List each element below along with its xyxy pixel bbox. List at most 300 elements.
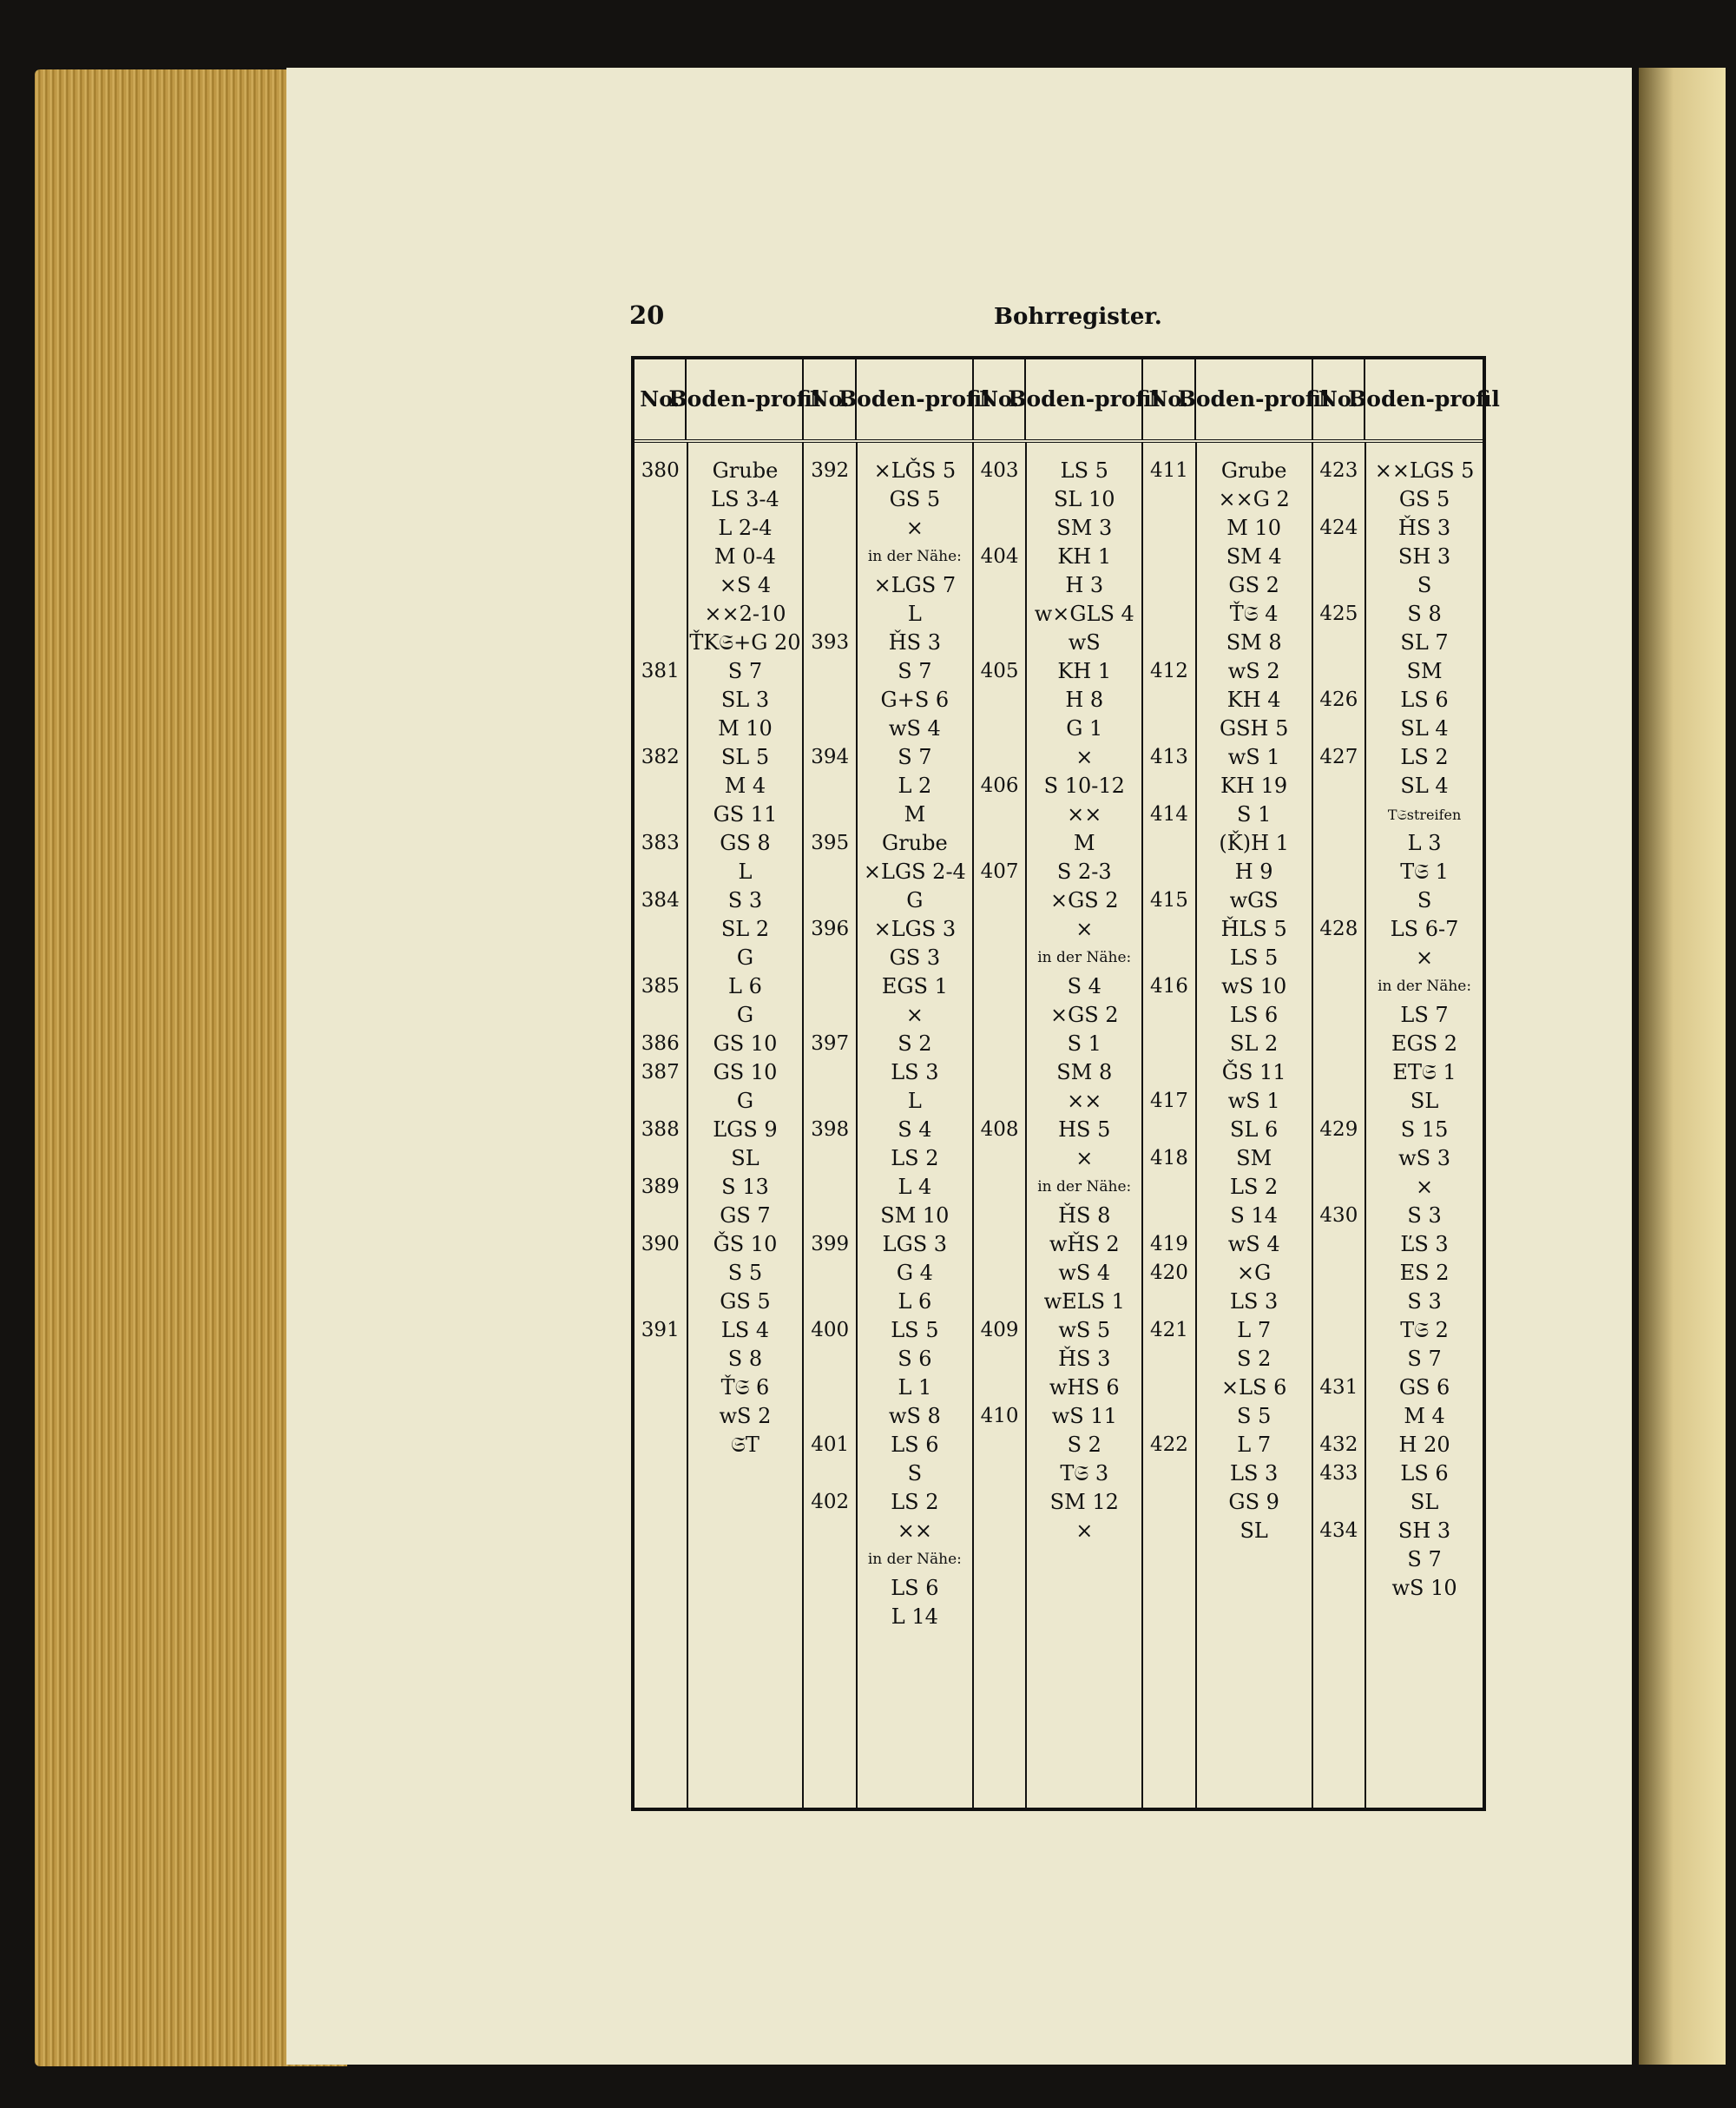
borehole-number <box>1313 1259 1365 1288</box>
borehole-number <box>1313 657 1365 686</box>
borehole-number <box>635 485 687 514</box>
borehole-number <box>804 1288 856 1316</box>
profile-entry: wGS <box>1229 888 1279 912</box>
profile-entry: KH 4 <box>1226 688 1281 712</box>
page-header <box>629 300 1506 335</box>
profile-entry: SM 10 <box>880 1203 950 1228</box>
profile-entry: LS 2 <box>1230 1175 1279 1199</box>
profile-entry: Grube <box>1220 458 1287 483</box>
profile-entry: GS 6 <box>1398 1375 1450 1400</box>
borehole-number <box>804 1517 856 1545</box>
borehole-number: 429 <box>1319 1118 1358 1141</box>
borehole-number <box>1313 629 1365 657</box>
profile-entry: SL 3 <box>720 688 770 712</box>
profile-entry: Ť𝔖 6 <box>720 1375 770 1400</box>
profile-entry: ȞLS 5 <box>1220 917 1287 941</box>
profile-entry: S 1 <box>1067 1031 1101 1056</box>
header-bodenprofil-line: profil <box>755 386 821 412</box>
profile-entry: S 3 <box>1407 1289 1442 1314</box>
column-no <box>1313 443 1367 1808</box>
borehole-number <box>974 1202 1026 1230</box>
borehole-number <box>1143 829 1195 858</box>
borehole-number <box>1313 543 1365 571</box>
profile-entry: S 4 <box>1067 974 1101 998</box>
borehole-number <box>635 686 687 715</box>
profile-entry: SM 8 <box>1056 1060 1113 1084</box>
borehole-number: 409 <box>980 1319 1019 1341</box>
borehole-number <box>1143 1202 1195 1230</box>
profile-entry: ××2-10 <box>704 602 786 626</box>
borehole-number <box>1143 514 1195 543</box>
borehole-number <box>1143 944 1195 972</box>
profile-entry: × <box>1075 745 1094 769</box>
profile-entry: G <box>736 1003 754 1027</box>
profile-entry: S <box>907 1461 923 1485</box>
borehole-number: 424 <box>1319 517 1358 539</box>
borehole-number <box>804 1402 856 1431</box>
profile-entry: S 8 <box>727 1347 763 1371</box>
profile-entry: GS 3 <box>889 945 941 970</box>
borehole-number <box>1313 1230 1365 1259</box>
borehole-number <box>804 1373 856 1402</box>
table-header-row <box>635 359 1500 443</box>
borehole-number <box>1143 858 1195 886</box>
borehole-number <box>1143 915 1195 944</box>
profile-entry: S 2-3 <box>1056 860 1112 884</box>
borehole-number <box>1313 886 1365 915</box>
profile-entry: S 15 <box>1400 1117 1449 1142</box>
borehole-number: 383 <box>641 832 680 854</box>
facing-page-edge <box>1639 68 1726 2065</box>
borehole-number <box>635 543 687 571</box>
header-bodenprofil <box>838 359 990 439</box>
borehole-number: 404 <box>980 545 1019 568</box>
profile-entry: LS 6 <box>891 1576 939 1600</box>
profile-entry: × <box>1075 1518 1094 1543</box>
borehole-number <box>635 1402 687 1431</box>
profile-entry: GS 8 <box>720 831 771 855</box>
borehole-number: 391 <box>641 1319 680 1341</box>
profile-entry: GS 11 <box>713 802 778 827</box>
borehole-number <box>1143 1459 1195 1488</box>
profile-entry: M 4 <box>1404 1404 1445 1428</box>
profile-entry: KH 19 <box>1220 774 1288 798</box>
borehole-number <box>1313 1545 1365 1574</box>
profile-entry: LS 6 <box>1400 1461 1449 1485</box>
borehole-number: 433 <box>1319 1462 1358 1485</box>
borehole-number <box>1313 800 1365 829</box>
profile-entry: S 7 <box>1407 1547 1442 1571</box>
borehole-number <box>635 1373 687 1402</box>
borehole-number <box>1143 1173 1195 1202</box>
profile-entry: T𝔖streifen <box>1387 807 1462 823</box>
profile-entry: w×GLS 4 <box>1034 602 1134 626</box>
profile-entry: ×G <box>1237 1261 1272 1285</box>
profile-entry: LS 4 <box>720 1318 770 1342</box>
profile-entry: × <box>1075 1146 1094 1170</box>
profile-entry: L 6 <box>898 1289 932 1314</box>
borehole-number <box>804 1144 856 1173</box>
borehole-number <box>635 858 687 886</box>
borehole-number <box>1143 543 1195 571</box>
profile-entry: L 7 <box>1237 1318 1272 1342</box>
profile-entry: wȞS 2 <box>1049 1232 1120 1256</box>
borehole-number <box>1143 686 1195 715</box>
borehole-number: 385 <box>641 975 680 998</box>
borehole-number: 394 <box>811 746 850 768</box>
header-bodenprofil-line: Boden- <box>1177 386 1265 412</box>
borehole-number <box>974 1173 1026 1202</box>
borehole-number <box>974 1373 1026 1402</box>
borehole-number <box>1143 600 1195 629</box>
profile-entry: M 4 <box>724 774 766 798</box>
profile-entry: EGS 1 <box>881 974 948 998</box>
borehole-number <box>1143 1488 1195 1517</box>
profile-entry: LS 3 <box>1230 1461 1279 1485</box>
profile-entry: LS 5 <box>891 1318 939 1342</box>
profile-entry: wS <box>1068 630 1101 655</box>
column-bodenprofil <box>1366 443 1483 1808</box>
header-bodenprofil-line: profil <box>1434 386 1500 412</box>
borehole-number <box>974 1144 1026 1173</box>
profile-entry: KH 1 <box>1057 544 1112 569</box>
profile-entry: × <box>1075 917 1094 941</box>
borehole-number <box>974 485 1026 514</box>
borehole-number <box>1313 715 1365 743</box>
profile-entry: ES 2 <box>1399 1261 1450 1285</box>
borehole-number <box>804 1345 856 1373</box>
borehole-number <box>635 629 687 657</box>
profile-entry: ET𝔖 1 <box>1392 1060 1457 1084</box>
profile-entry: HS 5 <box>1058 1117 1111 1142</box>
borehole-number <box>804 972 856 1001</box>
borehole-number <box>1313 858 1365 886</box>
borehole-number: 405 <box>980 660 1019 682</box>
profile-entry: ×× <box>1067 802 1102 827</box>
borehole-number <box>974 600 1026 629</box>
header-bodenprofil <box>1177 359 1330 439</box>
profile-entry: SL 6 <box>1230 1117 1279 1142</box>
profile-entry: S <box>1417 888 1432 912</box>
borehole-number <box>1313 1058 1365 1087</box>
borehole-number <box>974 743 1026 772</box>
borehole-number <box>635 800 687 829</box>
profile-entry: LS 2 <box>891 1146 939 1170</box>
profile-entry: G <box>906 888 924 912</box>
column-no <box>804 443 858 1808</box>
borehole-number <box>1143 1345 1195 1373</box>
header-bodenprofil <box>1348 359 1500 439</box>
column-bodenprofil <box>688 443 805 1808</box>
borehole-number: 388 <box>641 1118 680 1141</box>
borehole-number <box>804 1545 856 1574</box>
borehole-number: 421 <box>1150 1319 1188 1341</box>
profile-entry: S 5 <box>727 1261 763 1285</box>
profile-entry: S 5 <box>1237 1404 1272 1428</box>
profile-entry: × <box>1416 945 1434 970</box>
borehole-number: 390 <box>641 1233 680 1255</box>
profile-entry: LS 5 <box>1060 458 1108 483</box>
profile-entry: L <box>738 860 753 884</box>
borehole-number <box>804 944 856 972</box>
borehole-number: 402 <box>811 1491 850 1513</box>
borehole-number <box>804 543 856 571</box>
borehole-number: 384 <box>641 889 680 912</box>
profile-entry: T𝔖 3 <box>1060 1461 1109 1485</box>
profile-entry: S 7 <box>1407 1347 1442 1371</box>
profile-entry: LS 3 <box>1230 1289 1279 1314</box>
header-bodenprofil <box>668 359 821 439</box>
header-bodenprofil-line: profil <box>1095 386 1161 412</box>
borehole-number <box>1313 1345 1365 1373</box>
borehole-number: 411 <box>1150 459 1188 482</box>
borehole-number <box>635 1087 687 1116</box>
profile-entry: L 2 <box>898 774 932 798</box>
column-no <box>1143 443 1197 1808</box>
borehole-number <box>1313 829 1365 858</box>
borehole-number <box>974 829 1026 858</box>
borehole-number: 412 <box>1150 660 1188 682</box>
borehole-number <box>804 1087 856 1116</box>
profile-entry: G 4 <box>896 1261 933 1285</box>
borehole-number: 410 <box>980 1405 1019 1427</box>
profile-entry: ȞS 8 <box>1058 1203 1111 1228</box>
borehole-number <box>804 886 856 915</box>
profile-entry: L 4 <box>898 1175 932 1199</box>
profile-entry: LS 5 <box>1230 945 1279 970</box>
borehole-number <box>1313 1173 1365 1202</box>
borehole-number <box>1313 1488 1365 1517</box>
profile-entry: in der Nähe: <box>1037 1178 1132 1196</box>
profile-entry: M <box>904 802 926 827</box>
borehole-number: 381 <box>641 660 680 682</box>
borehole-number <box>974 514 1026 543</box>
profile-entry: ×× <box>1067 1089 1102 1113</box>
borehole-number: 398 <box>811 1118 850 1141</box>
profile-entry: in der Nähe: <box>1037 949 1132 966</box>
borehole-number <box>1313 1288 1365 1316</box>
profile-entry: ××LGS 5 <box>1374 458 1475 483</box>
borehole-number <box>974 1058 1026 1087</box>
borehole-number: 387 <box>641 1061 680 1084</box>
profile-entry: ǦS 10 <box>713 1232 778 1256</box>
profile-entry: S 3 <box>1407 1203 1442 1228</box>
profile-entry: G <box>736 1089 754 1113</box>
profile-entry: S 7 <box>727 659 763 683</box>
profile-entry: wS 4 <box>1058 1261 1111 1285</box>
profile-entry: wS 8 <box>888 1404 941 1428</box>
borehole-number <box>974 1259 1026 1288</box>
profile-entry: L 6 <box>728 974 762 998</box>
header-no: No. <box>1143 359 1195 439</box>
header-bodenprofil <box>1008 359 1161 439</box>
borehole-number: 434 <box>1319 1519 1358 1542</box>
profile-entry: S 13 <box>721 1175 769 1199</box>
borehole-number <box>974 1459 1026 1488</box>
borehole-number <box>635 944 687 972</box>
column-bodenprofil <box>858 443 974 1808</box>
profile-entry: ×GS 2 <box>1049 888 1119 912</box>
borehole-number <box>974 1288 1026 1316</box>
profile-entry: SM <box>1406 659 1443 683</box>
profile-entry: 𝔖T <box>731 1433 760 1457</box>
profile-entry: LGS 3 <box>882 1232 948 1256</box>
profile-entry: in der Nähe: <box>1378 978 1472 995</box>
profile-entry: G 1 <box>1066 716 1103 741</box>
profile-entry: SL <box>1410 1490 1439 1514</box>
borehole-number <box>635 715 687 743</box>
profile-entry: LS 6 <box>891 1433 939 1457</box>
borehole-number <box>974 915 1026 944</box>
borehole-number <box>1143 1058 1195 1087</box>
profile-entry: H 3 <box>1065 573 1104 597</box>
profile-entry: LS 3-4 <box>711 487 779 511</box>
borehole-number: 419 <box>1150 1233 1188 1255</box>
profile-entry: GS 5 <box>1398 487 1450 511</box>
borehole-number <box>635 915 687 944</box>
profile-entry: T𝔖 1 <box>1400 860 1449 884</box>
table-body <box>635 443 1483 1808</box>
profile-entry: S 3 <box>727 888 763 912</box>
borehole-number <box>974 944 1026 972</box>
borehole-number: 389 <box>641 1176 680 1198</box>
borehole-number <box>1313 1144 1365 1173</box>
borehole-number <box>804 1173 856 1202</box>
profile-entry: SM <box>1236 1146 1272 1170</box>
borehole-number <box>804 485 856 514</box>
header-bodenprofil-line: profil <box>924 386 990 412</box>
borehole-number <box>1313 1001 1365 1030</box>
profile-entry: H 9 <box>1234 860 1273 884</box>
profile-entry: Grube <box>882 831 948 855</box>
borehole-number <box>635 1144 687 1173</box>
borehole-number: 400 <box>811 1319 850 1341</box>
profile-entry: (Ǩ)H 1 <box>1219 831 1289 855</box>
profile-entry: GS 5 <box>720 1289 771 1314</box>
borehole-number: 413 <box>1150 746 1188 768</box>
profile-entry: ×× <box>897 1518 932 1543</box>
borehole-number <box>804 1001 856 1030</box>
borehole-number <box>1313 972 1365 1001</box>
borehole-number <box>635 1259 687 1288</box>
profile-entry: SH 3 <box>1397 544 1451 569</box>
borehole-number <box>804 1459 856 1488</box>
profile-entry: S 6 <box>898 1347 932 1371</box>
profile-entry: M 0-4 <box>714 544 776 569</box>
header-no: No. <box>974 359 1026 439</box>
profile-entry: wS 3 <box>1398 1146 1451 1170</box>
profile-entry: LS 6 <box>1230 1003 1279 1027</box>
profile-entry: LS 6-7 <box>1390 917 1459 941</box>
profile-entry: KH 1 <box>1057 659 1112 683</box>
borehole-number <box>1313 1087 1365 1116</box>
header-no: No. <box>1313 359 1365 439</box>
profile-entry: ××G 2 <box>1218 487 1290 511</box>
borehole-number: 426 <box>1319 688 1358 711</box>
profile-entry: S 4 <box>898 1117 932 1142</box>
profile-entry: GS 7 <box>720 1203 771 1228</box>
borehole-number: 407 <box>980 860 1019 883</box>
profile-entry: S <box>1417 573 1432 597</box>
profile-entry: S 1 <box>1237 802 1272 827</box>
borehole-number: 395 <box>811 832 850 854</box>
borehole-number <box>804 1058 856 1087</box>
profile-entry: wS 1 <box>1227 1089 1280 1113</box>
profile-entry: ǦS 11 <box>1221 1060 1286 1084</box>
profile-entry: L 7 <box>1237 1433 1272 1457</box>
borehole-number <box>974 972 1026 1001</box>
borehole-number: 420 <box>1150 1262 1188 1284</box>
profile-entry: ×GS 2 <box>1049 1003 1119 1027</box>
borehole-number <box>804 1574 856 1603</box>
header-bodenprofil-line: Boden- <box>668 386 756 412</box>
profile-entry: in der Nähe: <box>867 1551 962 1568</box>
profile-entry: L 2-4 <box>718 516 773 540</box>
profile-entry: wS 4 <box>1227 1232 1280 1256</box>
profile-entry: LS 7 <box>1400 1003 1449 1027</box>
header-no: No. <box>804 359 856 439</box>
borehole-number: 403 <box>980 459 1019 482</box>
borehole-number: 414 <box>1150 803 1188 826</box>
borehole-number <box>804 657 856 686</box>
profile-entry: G+S 6 <box>880 688 950 712</box>
borehole-number <box>1143 485 1195 514</box>
bohrregister-table <box>631 356 1500 1811</box>
borehole-number <box>635 1345 687 1373</box>
profile-entry: L 3 <box>1407 831 1442 855</box>
borehole-number: 416 <box>1150 975 1188 998</box>
borehole-number: 425 <box>1319 603 1358 625</box>
profile-entry: GS 2 <box>1228 573 1279 597</box>
borehole-number: 397 <box>811 1032 850 1055</box>
borehole-number <box>804 800 856 829</box>
borehole-number <box>804 1202 856 1230</box>
profile-entry: ×LGS 2-4 <box>863 860 966 884</box>
borehole-number <box>1143 1001 1195 1030</box>
borehole-number <box>1143 772 1195 800</box>
borehole-number <box>635 1202 687 1230</box>
profile-entry: S 2 <box>898 1031 932 1056</box>
borehole-number: 415 <box>1150 889 1188 912</box>
profile-entry: ×S 4 <box>719 573 772 597</box>
profile-entry: ×LGS 3 <box>873 917 957 941</box>
profile-entry: wELS 1 <box>1043 1289 1125 1314</box>
borehole-number <box>974 1230 1026 1259</box>
borehole-number: 408 <box>980 1118 1019 1141</box>
profile-entry: LS 3 <box>891 1060 939 1084</box>
borehole-number <box>804 858 856 886</box>
profile-entry: S 7 <box>898 745 932 769</box>
borehole-number <box>635 571 687 600</box>
borehole-number <box>974 1001 1026 1030</box>
profile-entry: SM 3 <box>1056 516 1113 540</box>
borehole-number <box>974 1431 1026 1459</box>
borehole-number <box>974 1087 1026 1116</box>
borehole-number <box>1143 629 1195 657</box>
profile-entry: SH 3 <box>1397 1518 1451 1543</box>
borehole-number <box>974 629 1026 657</box>
column-bodenprofil <box>1197 443 1313 1808</box>
borehole-number <box>1313 1402 1365 1431</box>
profile-entry: Grube <box>712 458 779 483</box>
borehole-number <box>1313 1574 1365 1603</box>
borehole-number <box>804 514 856 543</box>
header-bodenprofil-line: profil <box>1264 386 1330 412</box>
profile-entry: S 2 <box>1067 1433 1101 1457</box>
borehole-number: 401 <box>811 1433 850 1456</box>
borehole-number: 386 <box>641 1032 680 1055</box>
profile-entry: Ť𝔖 4 <box>1229 602 1279 626</box>
